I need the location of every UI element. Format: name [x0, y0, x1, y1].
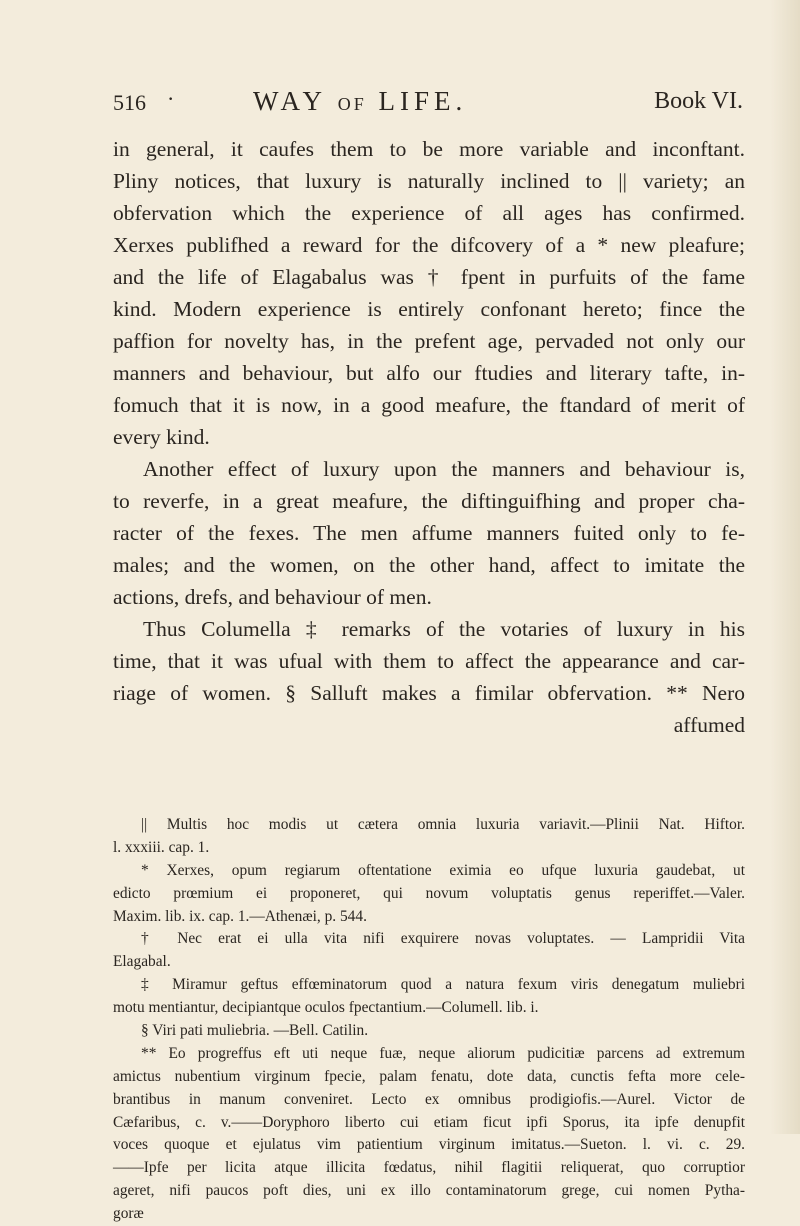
page-number: 516 — [113, 90, 146, 115]
text-line: time, that it was ufual with them to affect the appearance and car- — [113, 649, 745, 673]
running-title-word-1: WAY — [253, 86, 327, 116]
running-header — [113, 80, 743, 124]
running-title-word-3: LIFE. — [378, 86, 468, 116]
page-edge-shading — [770, 0, 800, 1134]
footnote-line: Maxim. lib. ix. cap. 1.—Athenæi, p. 544. — [113, 907, 367, 925]
running-title-word-2: OF — [337, 94, 367, 114]
footnotes — [113, 814, 745, 1226]
text-line: to reverfe, in a great meafure, the diftinguifhing and proper cha- — [113, 489, 745, 513]
catchword: goræ — [113, 1205, 144, 1223]
catchword: affumed — [673, 713, 745, 737]
footnote-line: || Multis hoc modis ut cætera omnia luxuria variavit.—Plinii Nat. Hiftor. — [141, 816, 745, 833]
text-line: racter of the fexes. The men affume manners fuited only to fe- — [113, 521, 745, 545]
book-label: Book VI. — [654, 88, 743, 114]
text-line: every kind. — [113, 425, 210, 449]
running-title — [253, 86, 467, 117]
header-separator: · — [167, 86, 175, 111]
footnote-line: † Nec erat ei ulla vita nifi exquirere novas voluptates. — Lampridii Vita — [141, 930, 745, 948]
text-line: Thus Columella ‡ remarks of the votaries of luxury in his — [143, 617, 745, 641]
footnote-line: ‡ Miramur geftus effœminatorum quod a natura fexum viris denegatum muliebri — [141, 976, 745, 994]
footnote-line: edicto prœmium ei proponeret, qui novum voluptatis genus reperiffet.—Valer. — [113, 884, 745, 902]
main-text — [113, 133, 745, 741]
text-line: kind. Modern experience is entirely confonant hereto; fince the — [113, 297, 745, 321]
footnote-line: ——Ipfe per licita atque illicita fœdatus, nihil flagitii reliquerat, quo corruptior — [113, 1159, 745, 1177]
footnote-line: ** Eo progreffus eft uti neque fuæ, neque aliorum pudicitiæ parcens ad extremum — [141, 1044, 745, 1062]
footnote-line: amictus nubentium virginum fpecie, palam fenatu, dote data, cunctis fefta more cele- — [113, 1067, 745, 1085]
text-line: riage of women. § Salluft makes a fimilar obfervation. ** Nero — [113, 681, 745, 705]
text-line: obfervation which the experience of all ages has confirmed. — [113, 201, 745, 225]
text-line: in general, it caufes them to be more variable and inconftant. — [113, 137, 745, 161]
footnote-line: l. xxxiii. cap. 1. — [113, 838, 210, 856]
footnote-line: ageret, nifi paucos poft dies, uni ex illo contaminatorum grege, cui nomen Pytha- — [113, 1182, 745, 1200]
footnote-line: brantibus in manum conveniret. Lecto ex omnibus prodigiofis.—Aurel. Victor de — [113, 1090, 745, 1108]
text-line: actions, drefs, and behaviour of men. — [113, 585, 432, 609]
footnote-line: voces quoque et ejulatus vim patientium virginum imitatus.—Sueton. l. vi. c. 29. — [113, 1136, 745, 1154]
text-line: fomuch that it is now, in a good meafure, the ftandard of merit of — [113, 393, 745, 417]
text-line: males; and the women, on the other hand, affect to imitate the — [113, 553, 745, 577]
footnote-line: * Xerxes, opum regiarum oftentatione eximia eo ufque luxuria gaudebat, ut — [141, 861, 745, 879]
text-line: Another effect of luxury upon the manners and behaviour is, — [143, 457, 745, 481]
text-line: paffion for novelty has, in the prefent age, pervaded not only our — [113, 329, 745, 353]
text-line: manners and behaviour, but alfo our ftudies and literary tafte, in- — [113, 361, 745, 385]
footnote-line: Cæfaribus, c. v.——Doryphoro liberto cui etiam ficut ipfi Sporus, ita ipfe denupfit — [113, 1113, 745, 1131]
footnote-line: § Viri pati muliebria. —Bell. Catilin. — [141, 1022, 369, 1040]
text-line: Xerxes publifhed a reward for the difcovery of a * new pleafure; — [113, 233, 745, 257]
text-line: Pliny notices, that luxury is naturally inclined to || variety; an — [113, 169, 745, 193]
footnote-line: motu mentiantur, decipiantque oculos fpectantium.—Columell. lib. i. — [113, 999, 539, 1017]
text-line: and the life of Elagabalus was † fpent in purfuits of the fame — [113, 265, 745, 289]
footnote-line: Elagabal. — [113, 953, 171, 971]
